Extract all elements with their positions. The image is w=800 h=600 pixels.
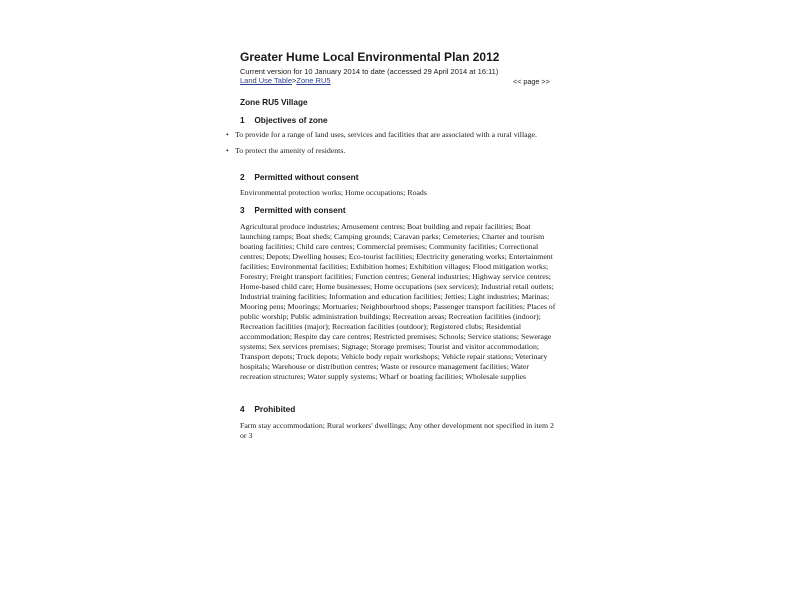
- zone-heading: Zone RU5 Village: [240, 97, 308, 107]
- section-number: 1: [240, 115, 245, 125]
- breadcrumb-separator: >: [291, 76, 297, 85]
- section-number: 3: [240, 205, 245, 215]
- section-heading-permitted-without-consent: [240, 172, 359, 182]
- section-title: Prohibited: [254, 404, 296, 414]
- list-item-text: To provide for a range of land uses, services and facilities that are associated with a rural village.: [235, 130, 537, 139]
- bullet-icon: •: [226, 130, 229, 139]
- section-title: Permitted with consent: [254, 205, 346, 215]
- previous-page-link[interactable]: <<: [513, 77, 522, 86]
- section-number: 4: [240, 404, 245, 414]
- section-heading-objectives: [240, 115, 328, 125]
- section-heading-permitted-with-consent: [240, 205, 346, 215]
- section-heading-prohibited: [240, 404, 295, 414]
- pager-label: page: [523, 77, 540, 86]
- objectives-list: [226, 130, 556, 162]
- section-number: 2: [240, 172, 245, 182]
- section-title: Permitted without consent: [254, 172, 359, 182]
- version-line: Current version for 10 January 2014 to date (accessed 29 April 2014 at 16:11): [240, 67, 499, 76]
- breadcrumb: [240, 76, 331, 85]
- bullet-icon: •: [226, 146, 229, 155]
- section-title: Objectives of zone: [254, 115, 328, 125]
- breadcrumb-link-land-use-table[interactable]: Land Use Table: [240, 76, 292, 85]
- pager: [513, 77, 550, 86]
- list-item-text: To protect the amenity of residents.: [235, 146, 346, 155]
- breadcrumb-link-zone-ru5[interactable]: Zone RU5: [296, 76, 331, 85]
- list-item: [226, 130, 556, 140]
- list-item: [226, 146, 556, 156]
- next-page-link[interactable]: >>: [541, 77, 550, 86]
- page-title: Greater Hume Local Environmental Plan 2012: [240, 50, 500, 64]
- permitted-with-consent-text: Agricultural produce industries; Amusement centres; Boat building and repair facilities; Boat launching ramps; Boat sheds; Camping grounds; Caravan parks; Cemeteries; Charter and tourism boating facilities; Child care centres; Commercial premises; Community facilities; Correctional centres; Depots; Dwelling houses; Eco-tourist facilities; Electricity generating works; Entertainment facilities; Environmental facilities; Exhibition homes; Exhibition villages; Flood mitigation works; Forestry; Freight transport facilities; Function centres; General industries; Highway service centres; Home-based child care; Home businesses; Home occupations (sex services); Industrial retail outlets; Industrial training facilities; Information and education facilities; Jetties; Light industries; Marinas; Mooring pens; Moorings; Mortuaries; Neighbourhood shops; Passenger transport facilities; Places of public worship; Public administration buildings; Recreation areas; Recreation facilities (indoor); Recreation facilities (major); Recreation facilities (outdoor); Registered clubs; Residential accommodation; Respite day care centres; Restricted premises; Schools; Service stations; Sewerage systems; Sex services premises; Signage; Storage premises; Tourist and visitor accommodation; Transport depots; Truck depots; Vehicle body repair workshops; Vehicle repair stations; Veterinary hospitals; Warehouse or distribution centres; Waste or resource management facilities; Water recreation structures; Water supply systems; Wharf or boating facilities; Wholesale supplies: [240, 222, 556, 381]
- prohibited-text: Farm stay accommodation; Rural workers' dwellings; Any other development not specified in item 2 or 3: [240, 421, 554, 440]
- permitted-without-consent-text: Environmental protection works; Home occupations; Roads: [240, 188, 427, 197]
